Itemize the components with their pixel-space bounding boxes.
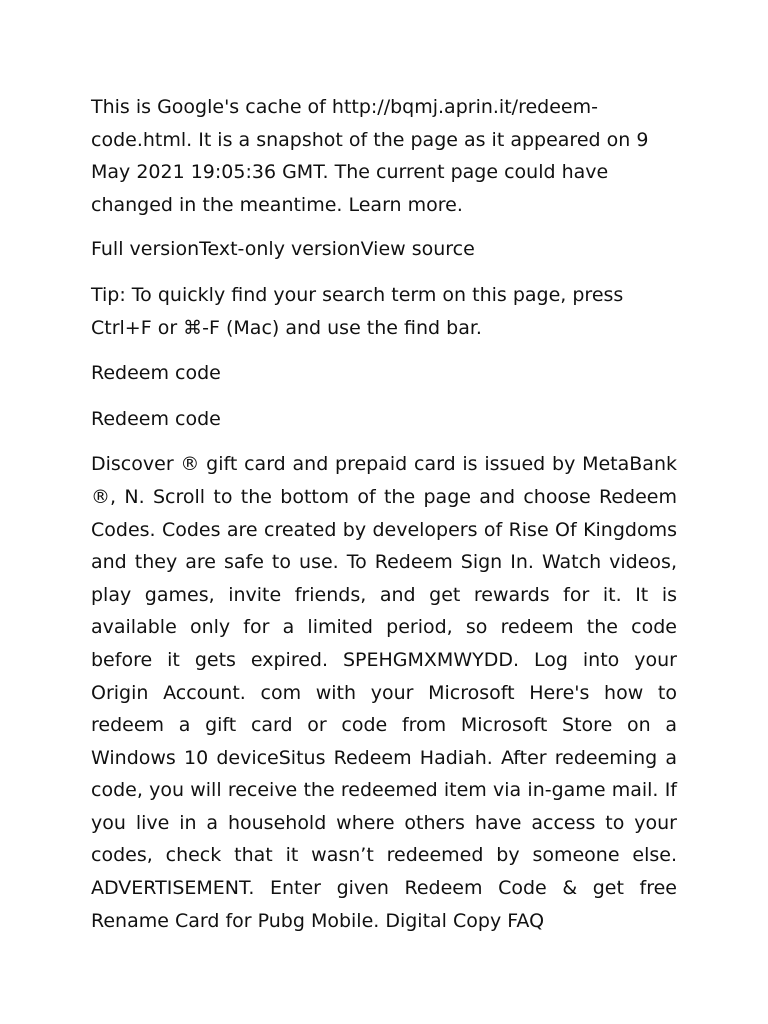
page-heading: Redeem code bbox=[91, 362, 221, 385]
text-only-version-link[interactable]: Text-only version bbox=[199, 238, 361, 261]
search-tip: Tip: To quickly find your search term on this page, press Ctrl+F or ⌘-F (Mac) and use the find bar. bbox=[91, 283, 624, 339]
page-subheading: Redeem code bbox=[91, 407, 221, 430]
view-source-link[interactable]: View source bbox=[360, 238, 475, 261]
full-version-link[interactable]: Full version bbox=[91, 238, 200, 261]
document-page bbox=[91, 91, 677, 950]
version-links bbox=[91, 233, 677, 266]
body-paragraph: Discover ® gift card and prepaid card is issued by MetaBank ®, N. Scroll to the bottom of the page and choose Redeem Codes. Codes are created by developers of Rise Of Kingdoms and they are safe to use. To Redeem Sign In. Watch videos, play games, invite friends, and get rewards for it. It is available only for a limited period, so redeem the code before it gets expired. SPEHGMXMWYDD. Log into your Origin Account. com with your Microsoft Here's how to redeem a gift card or code from Microsoft Store on a Windows 10 deviceSitus Redeem Hadiah. After redeeming a code, you will receive the redeemed item via in-game mail. If you live in a household where others have access to your codes, check that it wasn’t redeemed by someone else. ADVERTISEMENT. Enter given Redeem Code & get free Rename Card for Pubg Mobile. Digital Copy FAQ bbox=[91, 453, 677, 932]
cache-notice: This is Google's cache of http://bqmj.aprin.it/redeem-code.html. It is a snapshot of the page as it appeared on 9 May 2021 19:05:36 GMT. The current page could have changed in the meantime. Learn more. bbox=[91, 96, 649, 216]
